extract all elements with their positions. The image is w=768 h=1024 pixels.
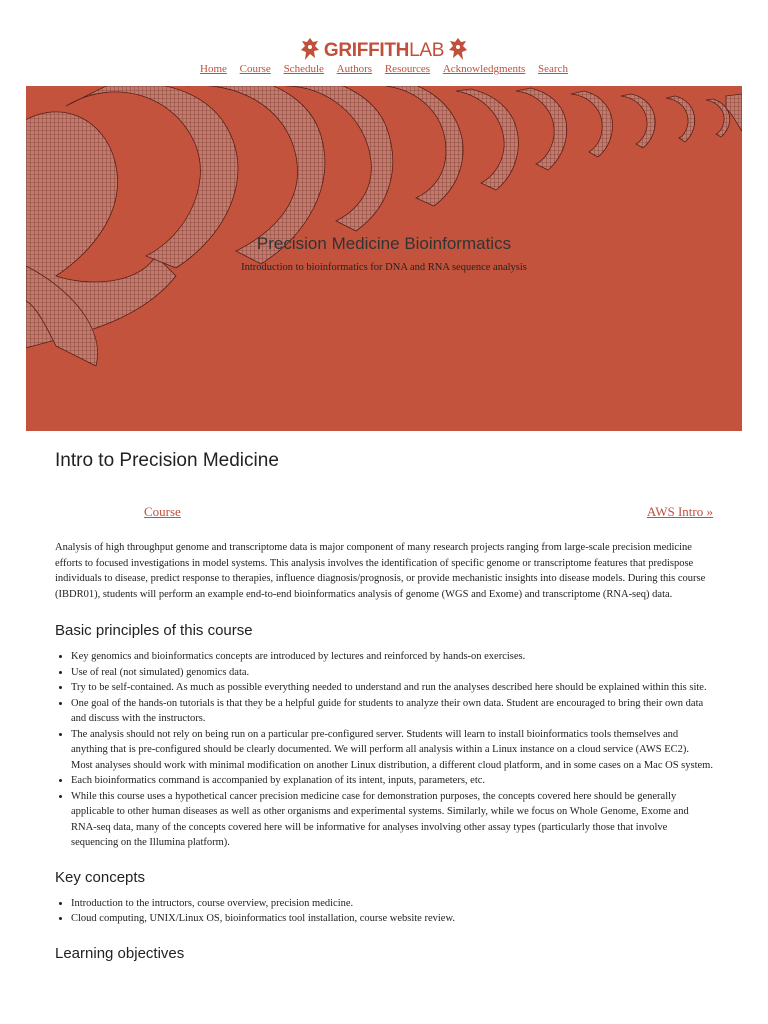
section-heading-objectives: Learning objectives [55, 944, 185, 962]
list-item: • While this course uses a hypothetical cancer precision medicine case for demonstration purposes, the concepts covered here should be generally applicable to other human diseases as well as other organisms and experimental systems. Similarly, while we focus on Whole Genome, Exome and RNA-seq data, many of the concepts covered here will be informative for analyses involving other assay types (particularly those that involve sequencing on the Illumina platform). [71, 789, 713, 851]
hero-banner [26, 86, 742, 431]
list-item: • Use of real (not simulated) genomics data. [71, 665, 713, 681]
list-item: • One goal of the hands-on tutorials is that they be a helpful guide for students to analyze their own data. Student are encouraged to bring their own data and discuss with the instructors. [71, 696, 713, 727]
site-logo[interactable] [0, 34, 768, 66]
page-pager [55, 504, 713, 526]
main-content [55, 450, 713, 962]
nav-home[interactable]: Home [200, 63, 227, 75]
logo-text-light: LAB [409, 39, 445, 61]
nav-course[interactable]: Course [239, 63, 271, 75]
nav-resources[interactable]: Resources [384, 63, 431, 75]
nav-acknowledgments[interactable]: Acknowledgments [442, 63, 526, 75]
section-heading-concepts: Key concepts [55, 868, 146, 886]
dna-ribbon-illustration [26, 86, 742, 431]
next-page-link[interactable]: AWS Intro » [646, 504, 713, 519]
nav-search[interactable]: Search [538, 63, 568, 75]
logo-text-bold: GRIFFITH [323, 39, 410, 61]
hero-title: Precision Medicine Bioinformatics [256, 234, 512, 253]
list-item: • Each bioinformatics command is accompanied by explanation of its intent, inputs, parameters, etc. [71, 773, 713, 789]
griffin-icon [299, 36, 321, 64]
concepts-list [55, 896, 713, 927]
list-item: • The analysis should not rely on being run on a particular pre-configured server. Students will learn to install bioinformatics tools themselves and anything that is pre-configured should be clearly documented. We will perform all analysis within a Linux instance on a cloud service (AWS EC2). Most analyses should work with minimal modification on another Linux distribution, a different cloud platform, and in some cases on a Mac OS system. [71, 727, 713, 774]
list-item: • Cloud computing, UNIX/Linux OS, bioinformatics tool installation, course website review. [71, 911, 713, 927]
top-nav [0, 63, 768, 75]
intro-paragraph: Analysis of high throughput genome and transcriptome data is major component of many research projects ranging from large-scale precision medicine efforts to focused investigations in model systems. This analysis involves the identification of specific genome or transcriptome features that predispose individuals to disease, predict response to therapies, influence diagnosis/prognosis, or provide mechanistic insights into disease models. During this course (IBDR01), students will perform an example end-to-end bioinformatics analysis of genome (WGS and Exome) and transcriptome (RNA-seq) data. [55, 542, 706, 600]
griffin-icon [447, 36, 469, 64]
page-title: Intro to Precision Medicine [55, 450, 279, 471]
list-item: • Introduction to the intructors, course overview, precision medicine. [71, 896, 713, 912]
nav-schedule[interactable]: Schedule [283, 63, 324, 75]
nav-authors[interactable]: Authors [336, 63, 373, 75]
prev-page-link[interactable]: Course [144, 504, 181, 519]
list-item: • Key genomics and bioinformatics concepts are introduced by lectures and reinforced by hands-on exercises. [71, 649, 713, 665]
hero-subtitle: Introduction to bioinformatics for DNA and RNA sequence analysis [241, 262, 527, 273]
list-item: • Try to be self-contained. As much as possible everything needed to understand and run the analyses described here should be explained within this site. [71, 680, 713, 696]
principles-list [55, 649, 713, 851]
section-heading-principles: Basic principles of this course [55, 622, 253, 639]
